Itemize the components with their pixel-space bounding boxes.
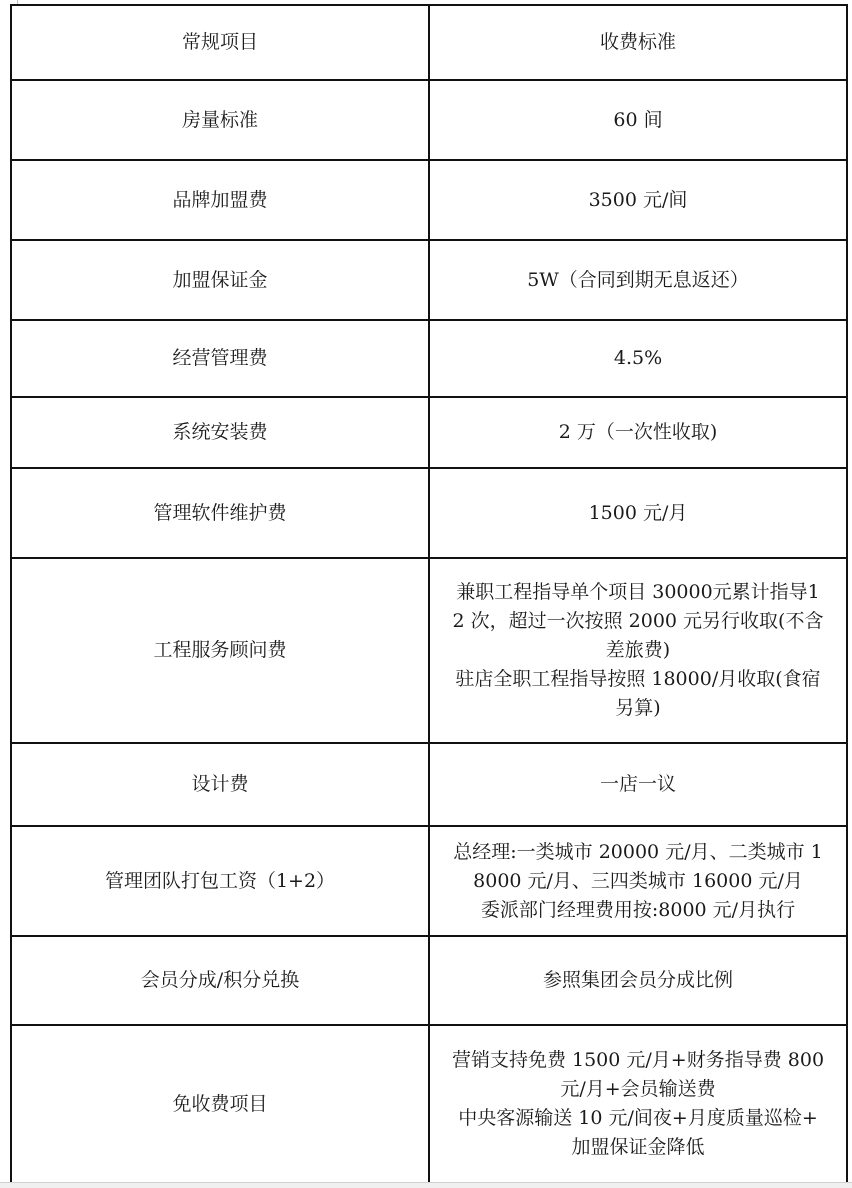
fee-line: 1500 元/月: [588, 501, 688, 524]
fee-cell: [429, 1025, 847, 1183]
item-cell: 经营管理费: [11, 320, 429, 397]
fee-line: 元/月+会员输送费: [560, 1078, 716, 1100]
fee-line: 4.5%: [613, 347, 663, 369]
item-cell: 免收费项目: [11, 1025, 429, 1183]
fee-line: 驻店全职工程指导按照 18000/月收取(食宿: [455, 668, 821, 690]
item-cell: 品牌加盟费: [11, 160, 429, 240]
fee-line: 5W（合同到期无息返还）: [527, 268, 749, 291]
item-cell: 系统安装费: [11, 397, 429, 468]
fee-cell: [429, 160, 847, 240]
fee-cell: [429, 743, 847, 826]
item-cell: 管理团队打包工资（1+2）: [11, 826, 429, 936]
fee-line: 2 万（一次性收取): [558, 421, 718, 443]
page-bottom-strip: [0, 1182, 852, 1188]
table-row: [11, 558, 847, 743]
item-cell: 房量标准: [11, 80, 429, 160]
fee-line: 委派部门经理费用按:8000 元/月执行: [480, 898, 796, 921]
fee-cell: [429, 826, 847, 936]
fee-line: 兼职工程指导单个项目 30000元累计指导1: [456, 581, 820, 603]
fee-line: 加盟保证金降低: [571, 1136, 705, 1158]
fee-line: 总经理:一类城市 20000 元/月、二类城市 1: [453, 840, 823, 863]
fee-line: 60 间: [613, 108, 663, 131]
table-row: [11, 320, 847, 397]
fee-line: 8000 元/月、三四类城市 16000 元/月: [473, 869, 803, 892]
item-cell: 管理软件维护费: [11, 468, 429, 558]
fee-line: 差旅费): [605, 639, 671, 661]
item-cell: 工程服务顾问费: [11, 558, 429, 743]
table-row: [11, 1025, 847, 1183]
fee-cell: [429, 240, 847, 320]
table-row: [11, 397, 847, 468]
fee-line: 一店一议: [599, 773, 676, 795]
fee-line: 参照集团会员分成比例: [542, 969, 733, 991]
table-row: [11, 80, 847, 160]
fee-line: 营销支持免费 1500 元/月+财务指导费 800: [451, 1049, 825, 1071]
fee-table: [10, 4, 848, 1184]
item-cell: 加盟保证金: [11, 240, 429, 320]
table-row: [11, 240, 847, 320]
table-row: [11, 826, 847, 936]
fee-line: 3500 元/间: [588, 188, 688, 211]
fee-line: 中央客源输送 10 元/间夜+月度质量巡检+: [458, 1107, 818, 1129]
item-cell: 会员分成/积分兑换: [11, 936, 429, 1025]
fee-cell: [429, 558, 847, 743]
table-header-row: [11, 5, 847, 80]
fee-cell: [429, 320, 847, 397]
header-item-cell: 常规项目: [11, 5, 429, 80]
fee-line: 另算): [615, 697, 661, 719]
fee-cell: [429, 468, 847, 558]
table-row: [11, 160, 847, 240]
table-row: [11, 936, 847, 1025]
fee-line: 2 次，超过一次按照 2000 元另行收取(不含: [452, 610, 824, 632]
item-cell: 设计费: [11, 743, 429, 826]
fee-cell: [429, 80, 847, 160]
table-row: [11, 468, 847, 558]
fee-cell: [429, 936, 847, 1025]
header-fee-cell: 收费标准: [429, 5, 847, 80]
fee-cell: [429, 397, 847, 468]
table-row: [11, 743, 847, 826]
